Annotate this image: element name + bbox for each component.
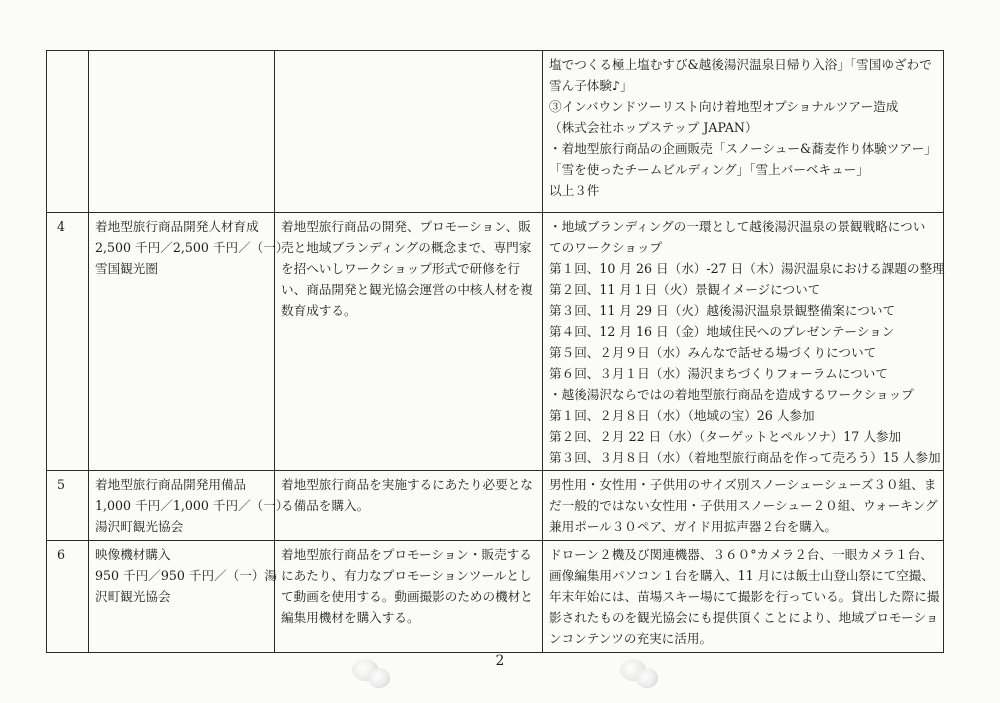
purpose-cell [275, 213, 543, 471]
purpose-text: 着地型旅行商品を実施するにあたり必要となる備品を購入。 [281, 477, 533, 513]
project-org: 沢町観光協会 [95, 589, 171, 604]
project-title: 映像機材購入 [95, 547, 171, 562]
purpose-text: 着地型旅行商品の開発、プロモーション、販売と地域ブランディングの概念まで、専門家を招へいしワークショップ形式で研修を行い、商品開発と観光協会運営の中核人材を複数育成する。 [281, 219, 533, 318]
results-line: 第１回、２月８日（水）（地域の宝）26 人参加 [549, 408, 815, 423]
table-row [47, 213, 944, 471]
purpose-cell [275, 471, 543, 541]
results-line: 第３回、３月８日（水）（着地型旅行商品を作って売ろう）15 人参加 [549, 450, 941, 465]
results-line: 影されたものを観光協会にも提供頂くことにより、地域プロモーショ [549, 610, 939, 625]
results-line: 第５回、２月９日（水）みんなで話せる場づくりについて [549, 345, 877, 360]
project-budget: 1,000 千円／1,000 千円／（一） [95, 498, 289, 513]
results-cell [543, 213, 944, 471]
project-cell [89, 541, 278, 653]
results-cell [543, 471, 944, 541]
purpose-cell [275, 541, 543, 653]
results-line: ンコンテンツの充実に活用。 [549, 631, 713, 646]
results-line: ③インバウンドツーリスト向け着地型オプショナルツアー造成 [549, 99, 899, 114]
project-budget: 950 千円／950 千円／（一）湯 [95, 568, 278, 583]
project-cell [89, 471, 289, 541]
project-org: 湯沢町観光協会 [95, 519, 184, 534]
results-line: てのワークショップ [549, 240, 663, 255]
table-row [47, 51, 944, 213]
punch-hole-mark [368, 668, 390, 688]
purpose-text: 着地型旅行商品をプロモーション・販売するにあたり、有力なプロモーションツールとして動画を使用する。動画撮影のための機材と編集用機材を購入する。 [281, 547, 533, 625]
results-line: 第６回、３月１日（水）湯沢まちづくりフォーラムについて [549, 366, 888, 381]
row-number-cell [47, 51, 89, 213]
results-line: 第２回、11 月１日（火）景観イメージについて [549, 282, 821, 297]
table-row [47, 471, 944, 541]
row-number-cell: 5 [47, 471, 89, 541]
results-line: ・越後湯沢ならではの着地型旅行商品を造成するワークショップ [549, 387, 914, 402]
results-line: 第３回、11 月 29 日（火）越後湯沢温泉景観整備案について [549, 303, 896, 318]
project-title: 着地型旅行商品開発用備品 [95, 477, 247, 492]
project-org: 雪国観光圏 [95, 261, 158, 276]
document-table [46, 50, 944, 653]
results-line: ドローン２機及び関連機器、３６０°カメラ２台、一眼カメラ１台、 [549, 547, 933, 562]
punch-hole-mark [636, 668, 658, 688]
project-title: 着地型旅行商品開発人材育成 [95, 219, 259, 234]
results-line: 第１回、10 月 26 日（水）-27 日（木）湯沢温泉における課題の整理 [549, 261, 945, 276]
row-number-cell: 4 [47, 213, 89, 471]
results-line: 雪ん子体験♪」 [549, 78, 633, 93]
results-line: だ一般的ではない女性用・子供用スノーシュー２０組、ウォーキング [549, 498, 938, 513]
results-line: ・地域ブランディングの一環として越後湯沢温泉の景観戦略につい [549, 219, 926, 234]
results-cell [543, 541, 944, 653]
results-line: 塩でつくる極上塩むすび&越後湯沢温泉日帰り入浴」「雪国ゆざわで [549, 57, 932, 72]
results-line: 画像編集用パソコン１台を購入、11 月には飯士山登山祭にて空撮、 [549, 568, 934, 583]
results-line: 以上３件 [549, 183, 600, 198]
results-line: 第２回、２月 22 日（水）（ターゲットとペルソナ）17 人参加 [549, 429, 902, 444]
page-number: 2 [495, 653, 505, 669]
results-line: 男性用・女性用・子供用のサイズ別スノーシューシューズ３０組、ま [549, 477, 937, 492]
row-number-cell: 6 [47, 541, 89, 653]
results-cell [543, 51, 944, 213]
results-line: 第４回、12 月 16 日（金）地域住民へのプレゼンテーション [549, 324, 895, 339]
results-line: 兼用ポール３０ペア、ガイド用拡声器２台を購入。 [549, 519, 838, 534]
results-line: 年末年始には、苗場スキー場にて撮影を行っている。貸出した際に撮 [549, 589, 940, 604]
project-budget: 2,500 千円／2,500 千円／（一） [95, 240, 289, 255]
results-line: 「雪を使ったチームビルディング」「雪上バーベキュー」 [549, 162, 869, 177]
purpose-cell [275, 51, 543, 213]
table-row [47, 541, 944, 653]
results-line: ・着地型旅行商品の企画販売「スノーシュー&蕎麦作り体験ツアー」 [549, 141, 937, 156]
results-line: （株式会社ホップステップ JAPAN） [549, 120, 758, 135]
project-cell [89, 213, 289, 471]
project-cell [89, 51, 275, 213]
